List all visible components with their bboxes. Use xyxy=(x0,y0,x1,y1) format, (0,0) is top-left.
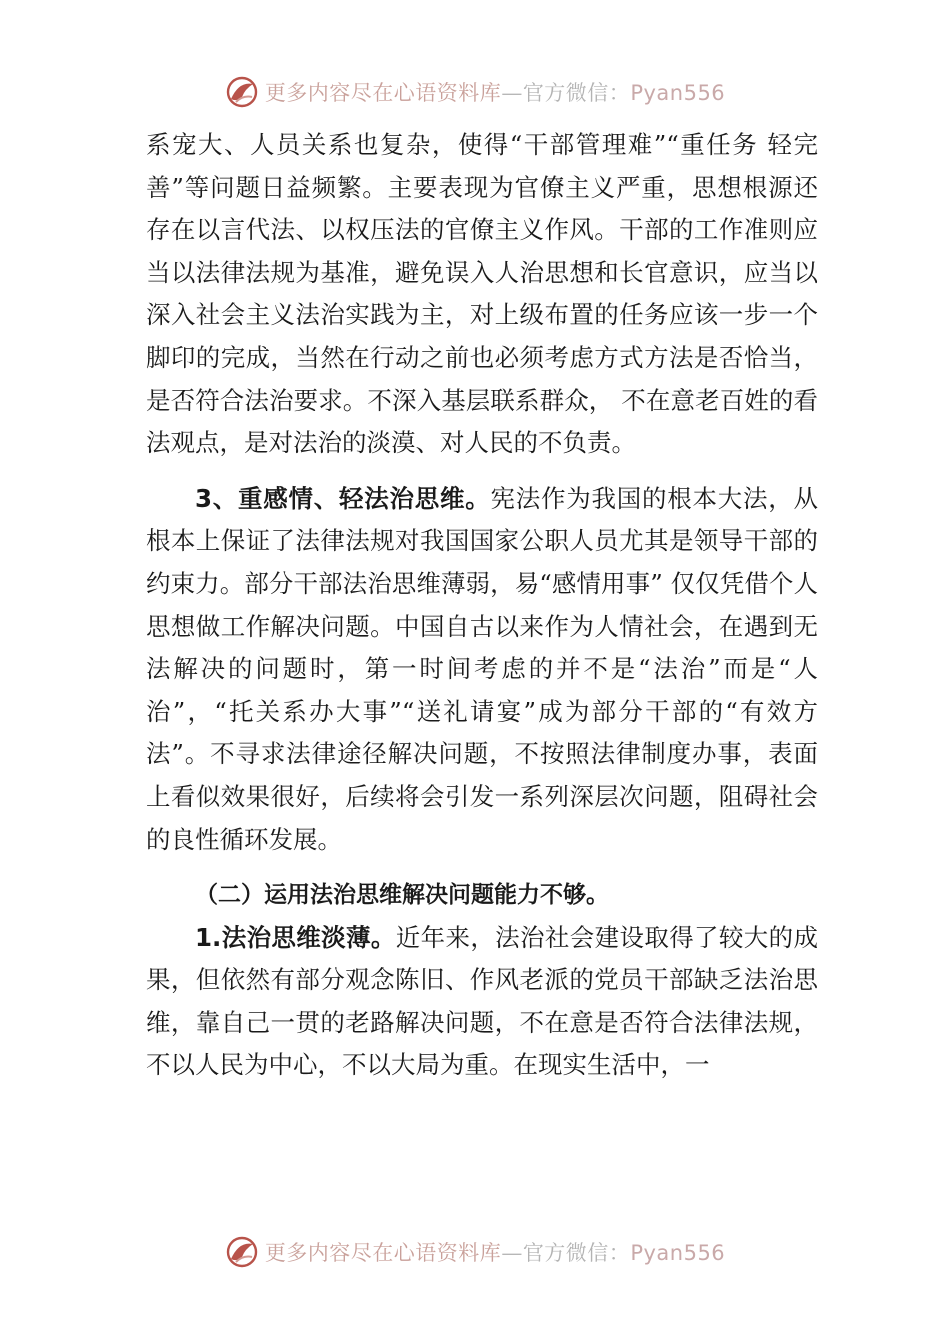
watermark-text xyxy=(265,77,725,107)
footer-watermark xyxy=(0,1232,950,1272)
header-watermark xyxy=(0,72,950,112)
watermark-site: 更多内容尽在心语资料库 xyxy=(264,81,502,105)
watermark-dash: — xyxy=(501,1241,523,1265)
paragraph-3-text: 近年来，法治社会建设取得了较大的成果，但依然有部分观念陈旧、作风老派的党员干部缺乏法治思维，靠自己一贯的老路解决问题，不在意是否符合法律法规，不以人民为中心，不以大局为重。在现实生活中，一 xyxy=(146,922,818,1080)
section-heading: （二）运用法治思维解决问题能力不够。 xyxy=(195,882,609,909)
watermark-dash: — xyxy=(501,81,523,105)
watermark-text xyxy=(265,1237,725,1267)
logo-icon xyxy=(225,1235,259,1269)
watermark-id: Pyan556 xyxy=(630,1241,726,1265)
paragraph-2-lead: 3、重感情、轻法治思维。 xyxy=(195,483,491,513)
paragraph-3-lead: 1.法治思维淡薄。 xyxy=(195,922,396,952)
watermark-label: 官方微信： xyxy=(522,81,631,105)
paragraph-1: 系宠大、人员关系也复杂，使得“干部管理难”“重任务 轻完善”等问题日益频繁。主要表现为官僚主义严重，思想根源还存在以言代法、以权压法的官僚主义作风。干部的工作准则应当以法律法规为基准，避免误入人治思想和长官意识，应当以深入社会主义法治实践为主，对上级布置的任务应该一步一个脚印的完成，当然在行动之前也必须考虑方式方法是否恰当，是否符合法治要求。不深入基层联系群众， 不在意老百姓的看法观点，是对法治的淡漠、对人民的不负责。 xyxy=(146,130,818,458)
logo-icon xyxy=(225,75,259,109)
watermark-label: 官方微信： xyxy=(522,1241,631,1265)
paragraph-3 xyxy=(146,917,818,1087)
document-body xyxy=(146,124,818,1087)
watermark-site: 更多内容尽在心语资料库 xyxy=(264,1241,502,1265)
paragraph-2-text: 宪法作为我国的根本大法，从根本上保证了法律法规对我国国家公职人员尤其是领导干部的约束力。部分干部法治思维薄弱，易“感情用事” 仅仅凭借个人思想做工作解决问题。中国自古以来作为人情社会，在遇到无法解决的问题时，第一时间考虑的并不是“法治”而是“人治”，“托关系办大事”“送礼请宴”成为部分干部的“有效方法”。不寻求法律途径解决问题，不按照法律制度办事，表面上看似效果很好，后续将会引发一系列深层次问题，阻碍社会的良性循环发展。 xyxy=(146,483,819,854)
watermark-id: Pyan556 xyxy=(630,81,726,105)
paragraph-2 xyxy=(146,478,818,861)
